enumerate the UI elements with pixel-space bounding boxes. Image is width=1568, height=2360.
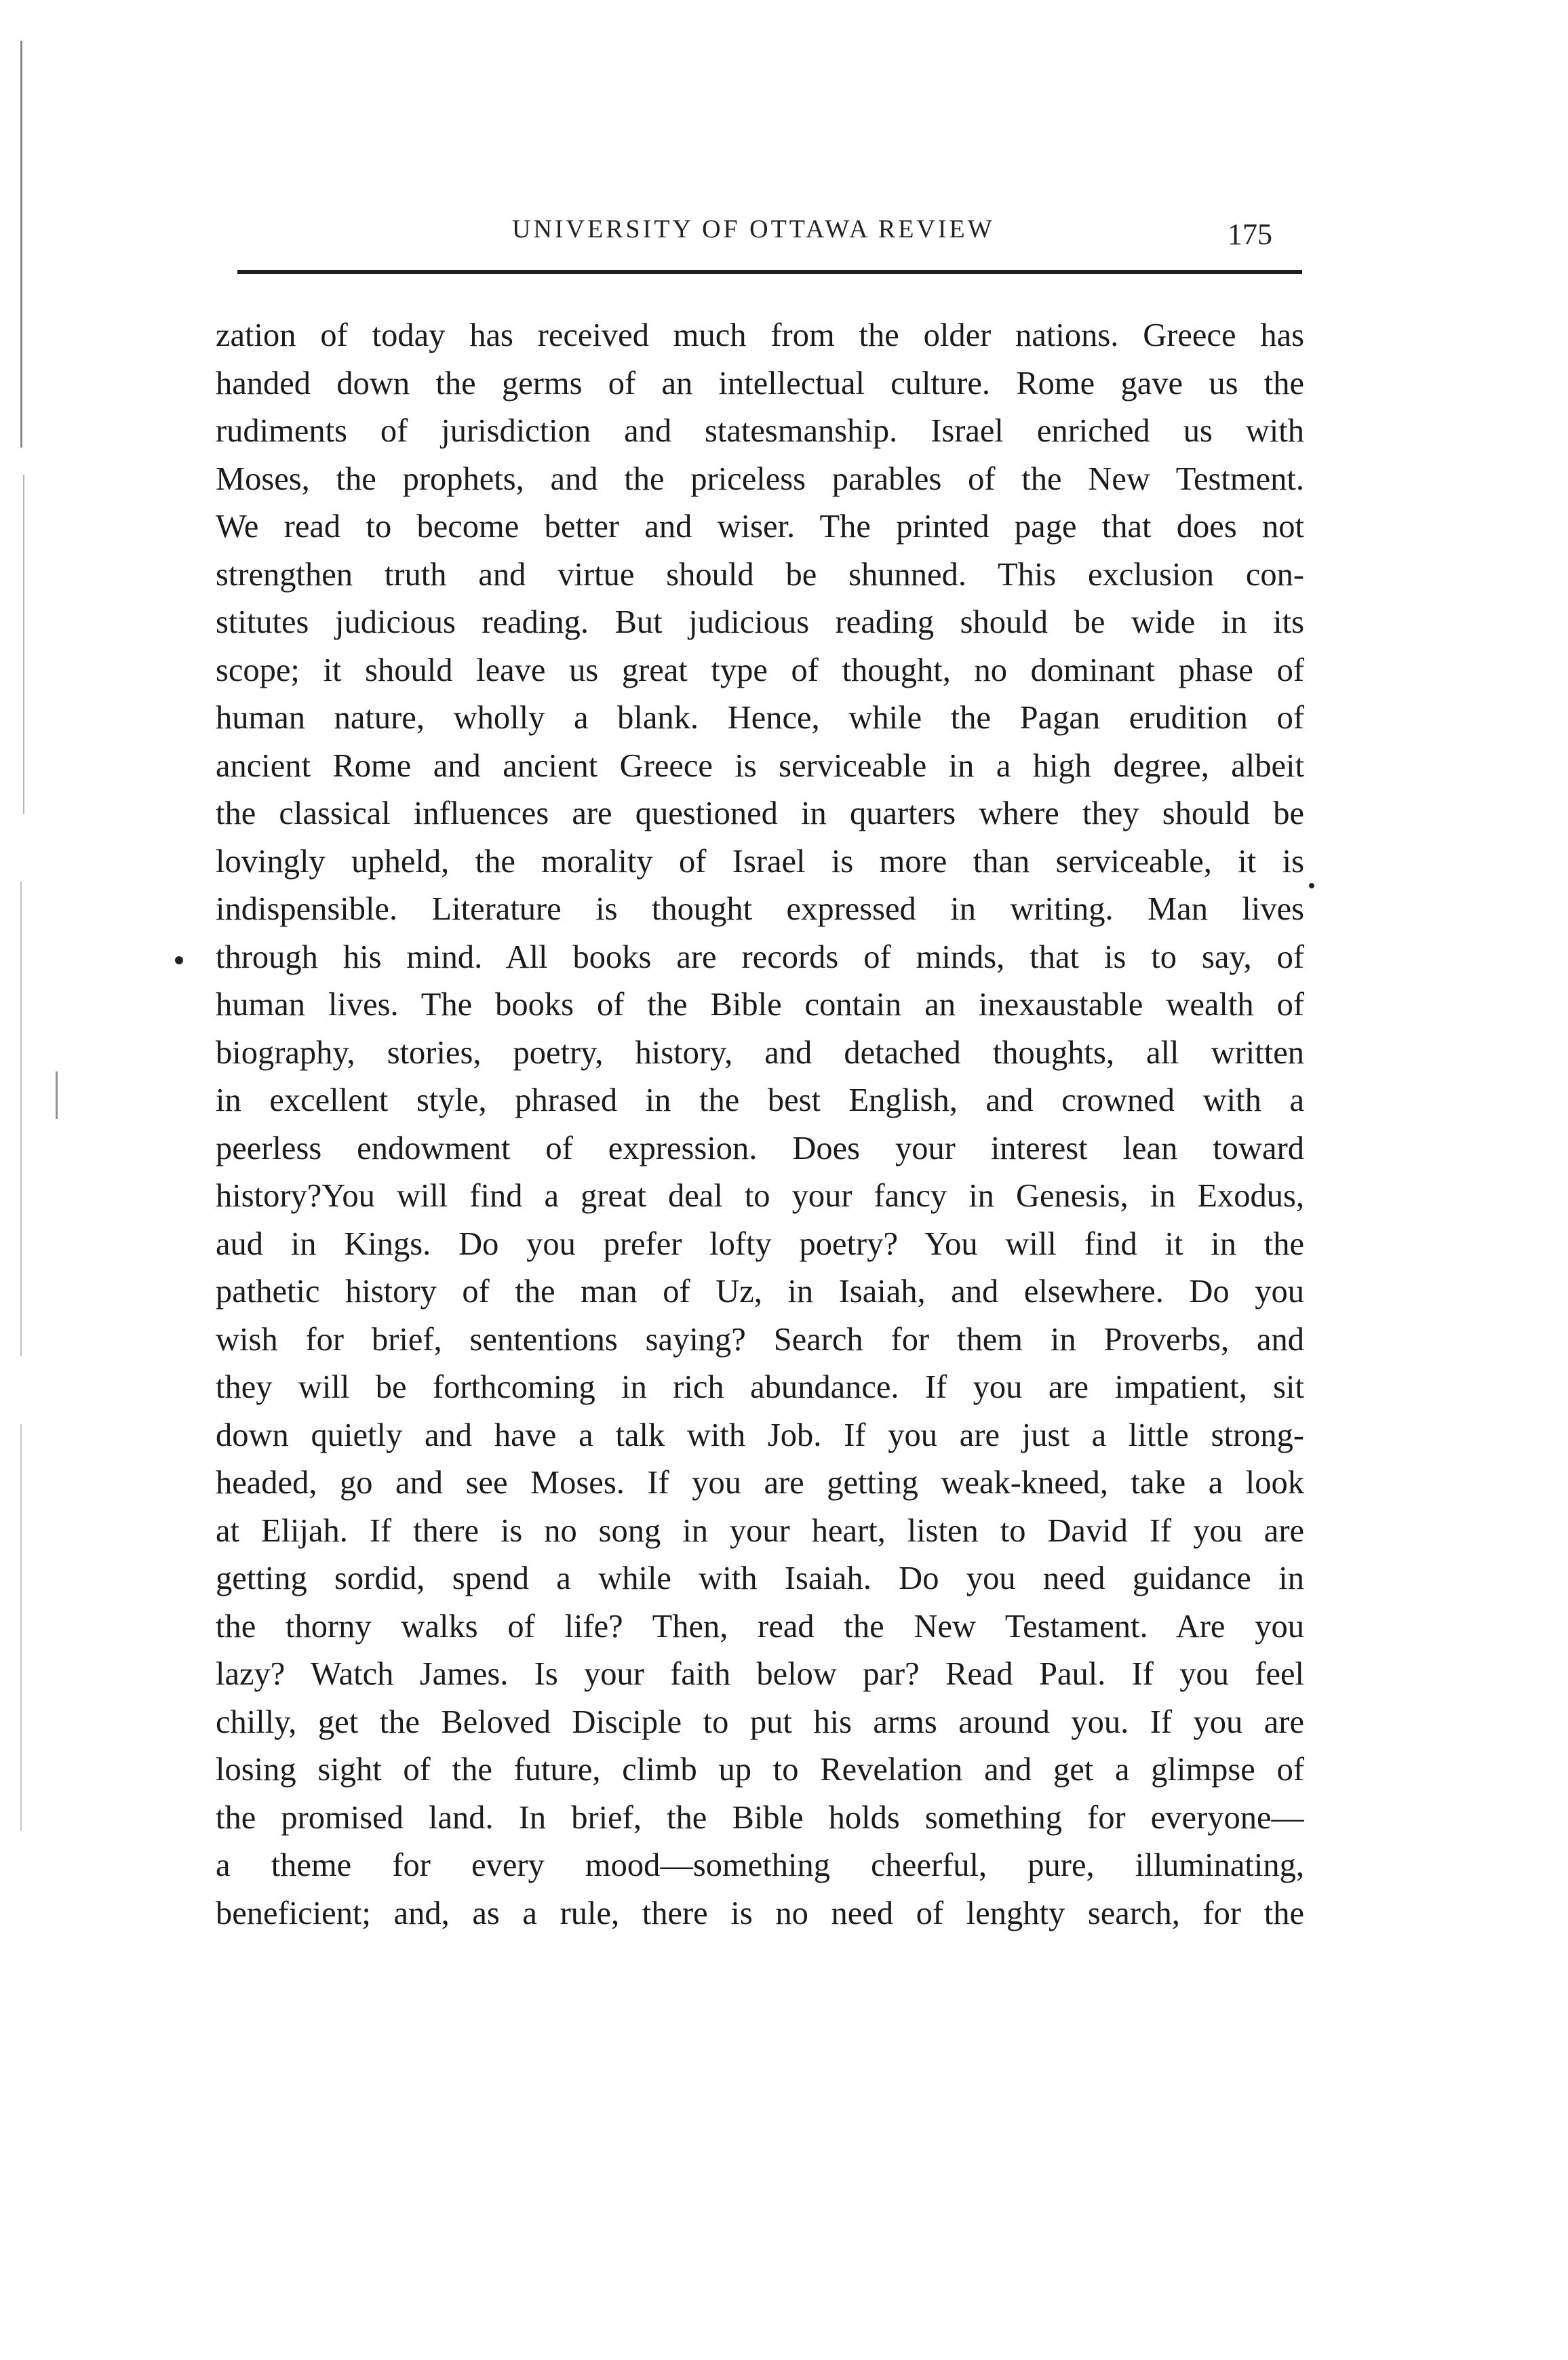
- text-line: strengthen truth and virtue should be shunned. This exclusion con-: [216, 556, 1304, 593]
- text-line: lazy? Watch James. Is your faith below par? Read Paul. If you feel: [216, 1656, 1304, 1692]
- text-line: beneficient; and, as a rule, there is no need of lenghty search, for the: [216, 1895, 1304, 1931]
- margin-mark: [1309, 883, 1314, 888]
- text-line: the thorny walks of life? Then, read the New Testament. Are you: [216, 1608, 1304, 1645]
- text-line: Moses, the prophets, and the priceless parables of the New Testment.: [216, 460, 1304, 497]
- scan-edge-mark: [20, 1424, 22, 1831]
- text-line: pathetic history of the man of Uz, in Isaiah, and elsewhere. Do you: [216, 1274, 1304, 1310]
- text-line: peerless endowment of expression. Does your interest lean toward: [216, 1130, 1304, 1166]
- header-rule: [237, 270, 1302, 274]
- body-text: [216, 312, 1304, 1938]
- text-line: lovingly upheld, the morality of Israel is more than serviceable, it is: [216, 843, 1304, 880]
- text-line: scope; it should leave us great type of thought, no dominant phase of: [216, 652, 1304, 688]
- page-header: [0, 214, 1568, 262]
- text-line: the classical influences are questioned in quarters where they should be: [216, 795, 1304, 831]
- text-line: headed, go and see Moses. If you are getting weak-kneed, take a look: [216, 1465, 1304, 1501]
- text-line: down quietly and have a talk with Job. If you are just a little strong-: [216, 1417, 1304, 1453]
- scan-edge-mark: [20, 882, 22, 1356]
- text-line: biography, stories, poetry, history, and detached thoughts, all written: [216, 1034, 1304, 1071]
- scan-edge-mark: [23, 475, 24, 814]
- text-line: zation of today has received much from the older nations. Greece has: [216, 317, 1304, 353]
- running-head: UNIVERSITY OF OTTAWA REVIEW: [512, 215, 995, 243]
- text-line: aud in Kings. Do you prefer lofty poetry? You will find it in the: [216, 1225, 1304, 1262]
- text-line: losing sight of the future, climb up to Revelation and get a glimpse of: [216, 1752, 1304, 1788]
- text-line: a theme for every mood—something cheerful, pure, illuminating,: [216, 1847, 1304, 1883]
- text-line: history?You will find a great deal to your fancy in Genesis, in Exodus,: [216, 1178, 1304, 1214]
- text-line: indispensible. Literature is thought expressed in writing. Man lives: [216, 891, 1304, 927]
- text-line: We read to become better and wiser. The printed page that does not: [216, 509, 1304, 545]
- text-line: the promised land. In brief, the Bible holds something for everyone—: [216, 1799, 1304, 1836]
- text-line: chilly, get the Beloved Disciple to put his arms around you. If you are: [216, 1704, 1304, 1740]
- text-line: stitutes judicious reading. But judicious reading should be wide in its: [216, 604, 1304, 640]
- text-line: ancient Rome and ancient Greece is serviceable in a high degree, albeit: [216, 747, 1304, 784]
- text-line: human lives. The books of the Bible contain an inexaustable wealth of: [216, 987, 1304, 1023]
- text-line: they will be forthcoming in rich abundance. If you are impatient, sit: [216, 1369, 1304, 1405]
- text-line: wish for brief, sententions saying? Search for them in Proverbs, and: [216, 1321, 1304, 1358]
- margin-mark: [175, 956, 183, 964]
- text-line: in excellent style, phrased in the best English, and crowned with a: [216, 1082, 1304, 1118]
- text-line: rudiments of jurisdiction and statesmanship. Israel enriched us with: [216, 413, 1304, 449]
- text-line: human nature, wholly a blank. Hence, while the Pagan erudition of: [216, 700, 1304, 736]
- text-line: getting sordid, spend a while with Isaiah. Do you need guidance in: [216, 1560, 1304, 1596]
- scan-edge-mark: [56, 1071, 58, 1119]
- text-line: through his mind. All books are records of minds, that is to say, of: [216, 939, 1304, 975]
- page-number: 175: [1228, 218, 1272, 251]
- text-line: at Elijah. If there is no song in your heart, listen to David If you are: [216, 1512, 1304, 1549]
- text-line: handed down the germs of an intellectual culture. Rome gave us the: [216, 365, 1304, 401]
